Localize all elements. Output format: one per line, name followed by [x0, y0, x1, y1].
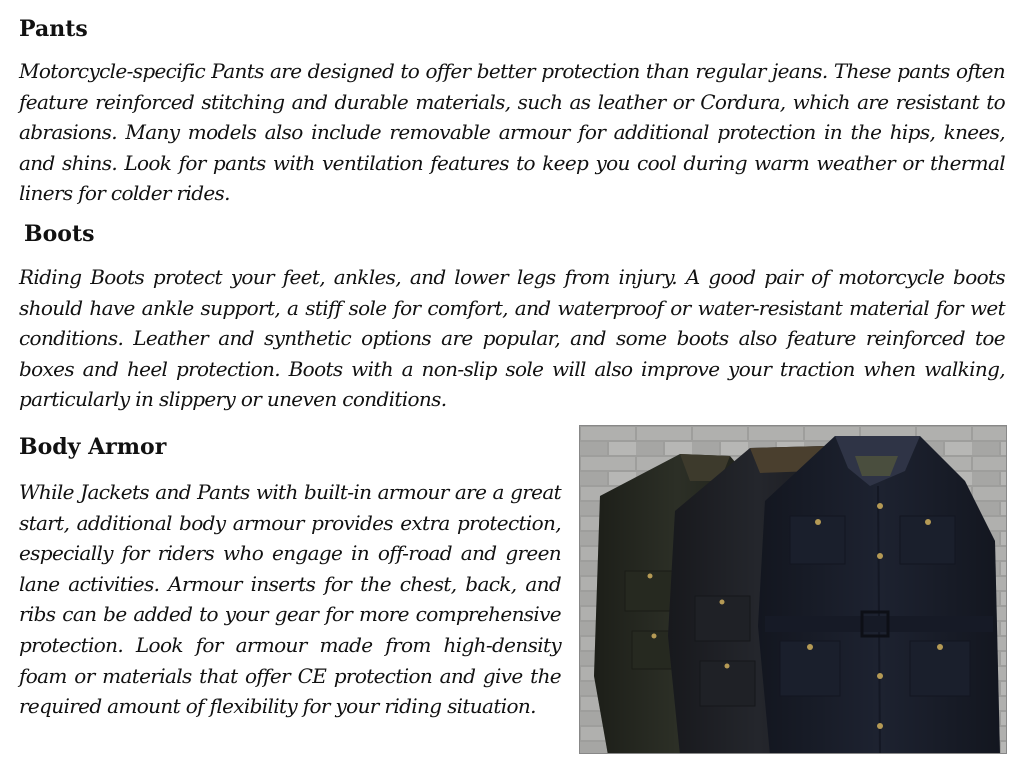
- jackets-photo: [579, 425, 1007, 754]
- pants-paragraph: Motorcycle-specific Pants are designed to offer better protection than regular jeans. These pants often feature reinforced stitching and durable materials, such as leather or Cordura, which are resistant to abrasions. Many models also include removable armour for additional protection in the hips, knees, and shins. Look for pants with ventilation features to keep you cool during warm weather or thermal liners for colder rides.: [19, 59, 1005, 206]
- pants-heading: Pants: [19, 16, 88, 42]
- jacket-front: [758, 436, 1000, 754]
- boots-paragraph: Riding Boots protect your feet, ankles, and lower legs from injury. A good pair of motorcycle boots should have ankle support, a stiff sole for comfort, and waterproof or water-resistant material for wet conditions. Leather and synthetic options are popular, and some boots also feature reinforced toe boxes and heel protection. Boots with a non-slip sole will also improve your traction when walking, particularly in slippery or uneven conditions.: [19, 265, 1005, 412]
- body-armor-paragraph: While Jackets and Pants with built-in armour are a great start, additional body armour provides extra protection, especially for riders who engage in off-road and green lane activities. Armour inserts for the chest, back, and ribs can be added to your gear for more comprehensive protection. Look for armour made from high-density foam or materials that offer CE protection and give the required amount of flexibility for your riding situation.: [19, 480, 561, 719]
- body-armor-heading: Body Armor: [19, 434, 167, 460]
- boots-heading: Boots: [24, 221, 95, 247]
